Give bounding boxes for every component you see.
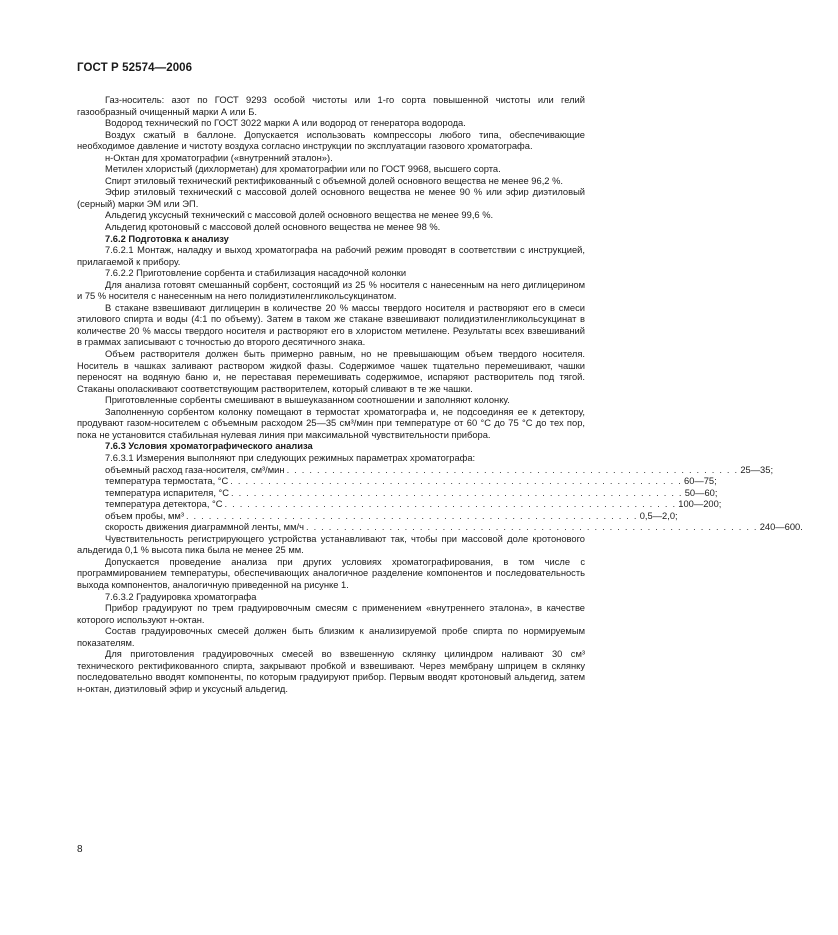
paragraph: Заполненную сорбентом колонку помещают в термостат хроматографа и, не подсоединяя ее к детектору, продувают газом-носителем с объемным расходом 25—35 см³/мин при температуре от 60 °С до 75 °С до тех пор, пока не установится стабильная нулевая линия при максимальной чувствительности прибора. <box>77 406 585 440</box>
subsection-heading: 7.6.3.2 Градуировка хроматографа <box>105 591 257 602</box>
parameter-label: объемный расход газа-носителя, см³/мин <box>105 464 285 475</box>
parameter-value: 0,5—2,0; <box>639 510 678 521</box>
leader-dots: . . . . . . . . . . . . . . . . . . . . . . . . . . . . . . . . . . . . . . . . . . . . . . . . . . . . . . . . . . . . <box>231 487 683 498</box>
paragraph: Объем растворителя должен быть примерно равным, но не превышающим объем твердого носителя. Носитель в чашках заливают раствором жидкой фазы. Содержимое чашек тщательно перемешивают, чашки переносят на водяную баню и, не переставая перемешивать содержимое, испаряют растворитель под тягой. Стаканы ополаскивают соответствующим растворителем, который сливают в те же чашки. <box>77 349 585 394</box>
leader-dots: . . . . . . . . . . . . . . . . . . . . . . . . . . . . . . . . . . . . . . . . . . . . . . . . . . . . . . . . . . . . <box>286 464 739 475</box>
leader-dots: . . . . . . . . . . . . . . . . . . . . . . . . . . . . . . . . . . . . . . . . . . . . . . . . . . . . . . . . . . . . <box>224 499 677 510</box>
parameter-row <box>77 499 722 511</box>
parameter-value: 100—200; <box>678 499 722 510</box>
parameter-row <box>77 487 718 500</box>
paragraph: Приготовленные сорбенты смешивают в вышеуказанном соотношении и заполняют колонку. <box>105 395 510 406</box>
paragraph: Эфир этиловый технический с массовой долей основного вещества не менее 90 % или эфир диэтиловый (серный) марки ЭМ или ЭП. <box>77 187 585 209</box>
parameter-label: температура детектора, °С <box>105 499 223 510</box>
parameter-label: скорость движения диаграммной ленты, мм/ч <box>105 522 304 533</box>
section-heading: 7.6.2 Подготовка к анализу <box>105 233 229 244</box>
paragraph: 7.6.3.1 Измерения выполняют при следующих режимных параметрах хроматографа: <box>105 452 476 463</box>
subsection-heading: 7.6.2.2 Приготовление сорбента и стабилизация насадочной колонки <box>105 268 407 279</box>
parameter-value: 50—60; <box>684 487 718 498</box>
parameter-label: температура термостата, °С <box>105 476 229 487</box>
paragraph: Спирт этиловый технический ректификованный с объемной долей основного вещества не менее 96,2 %. <box>105 175 563 186</box>
paragraph: Газ-носитель: азот по ГОСТ 9293 особой чистоты или 1-го сорта повышенной чистоты или гелий газообразный очищенный марки А или Б. <box>77 95 585 117</box>
parameter-value: 25—35; <box>740 464 774 475</box>
paragraph: Водород технический по ГОСТ 3022 марки А или водород от генератора водорода. <box>105 118 466 129</box>
paragraph: Состав градуировочных смесей должен быть близким к анализируемой пробе спирта по нормируемым показателям. <box>77 626 585 648</box>
document-body <box>77 95 803 695</box>
leader-dots: . . . . . . . . . . . . . . . . . . . . . . . . . . . . . . . . . . . . . . . . . . . . . . . . . . . . . . . . . . . . <box>305 522 758 533</box>
parameter-value: 60—75; <box>684 476 717 487</box>
leader-dots: . . . . . . . . . . . . . . . . . . . . . . . . . . . . . . . . . . . . . . . . . . . . . . . . . . . . . . . . . . . . <box>185 510 638 521</box>
parameter-value: 240—600. <box>759 522 803 533</box>
paragraph: Чувствительность регистрирующего устройства устанавливают так, чтобы при массовой доле кротонового альдегида 0,1 % высота пика была не менее 25 мм. <box>77 533 585 556</box>
paragraph: Альдегид уксусный технический с массовой долей основного вещества не менее 99,6 %. <box>105 210 494 221</box>
document-header: ГОСТ Р 52574—2006 <box>77 62 193 74</box>
paragraph: Для анализа готовят смешанный сорбент, состоящий из 25 % носителя с нанесенным на него диглицерином и 75 % носителя с нанесенным на него полидиэтиленгликольсукцинатом. <box>77 279 585 302</box>
page-number: 8 <box>77 844 83 855</box>
section-heading: 7.6.3 Условия хроматографического анализа <box>105 441 313 452</box>
paragraph: 7.6.2.1 Монтаж, наладку и выход хроматографа на рабочий режим проводят в соответствии с инструкцией, прилагаемой к прибору. <box>77 245 585 267</box>
paragraph: Для приготовления градуировочных смесей во взвешенную склянку цилиндром наливают 30 см³ технического ректификованного спирта, закрывают пробкой и взвешивают. Через мембрану шприцем в склянку последовательно вводят компоненты, по которым градуируют прибор. Первым вводят кротоновый альдегид, затем н-октан, диэтиловый эфир и уксусный альдегид. <box>77 649 585 694</box>
paragraph: Воздух сжатый в баллоне. Допускается использовать компрессоры любого типа, обеспечивающие необходимое давление и чистоту воздуха согласно инструкции по эксплуатации газового хроматографа. <box>77 129 585 152</box>
parameter-row <box>77 464 774 477</box>
leader-dots: . . . . . . . . . . . . . . . . . . . . . . . . . . . . . . . . . . . . . . . . . . . . . . . . . . . . . . . . . . . . <box>230 476 682 487</box>
paragraph: н-Октан для хроматографии («внутренний эталон»). <box>105 152 333 163</box>
parameter-row <box>77 522 803 534</box>
paragraph: Прибор градуируют по трем градуировочным смесям с применением «внутреннего эталона», в качестве которого используют н-октан. <box>77 603 585 625</box>
paragraph: Альдегид кротоновый с массовой долей основного вещества не менее 98 %. <box>105 222 441 233</box>
paragraph: В стакане взвешивают диглицерин в количестве 20 % массы твердого носителя и растворяют его в смеси этилового спирта и воды (4:1 по объему). Затем в таком же стакане взвешивают полидиэтиленгликольсукцинат в количестве 20 % массы твердого носителя и растворяют его в хлористом метилене. Результаты всех взвешиваний в граммах записывают с точностью до второго десятичного знака. <box>77 302 585 348</box>
parameter-label: объем пробы, мм³ <box>105 510 184 521</box>
paragraph: Допускается проведение анализа при других условиях хроматографирования, в том числе с программированием температуры, обеспечивающих аналогичное разделение компонентов и последовательность выхода компонентов, аналогичную приведенной на рисунке 1. <box>77 556 585 590</box>
parameter-label: температура испарителя, °С <box>105 487 229 498</box>
parameter-row <box>77 510 678 523</box>
paragraph: Метилен хлористый (дихлорметан) для хроматографии или по ГОСТ 9968, высшего сорта. <box>105 164 501 175</box>
parameter-list <box>77 464 803 534</box>
parameter-row <box>77 476 717 488</box>
